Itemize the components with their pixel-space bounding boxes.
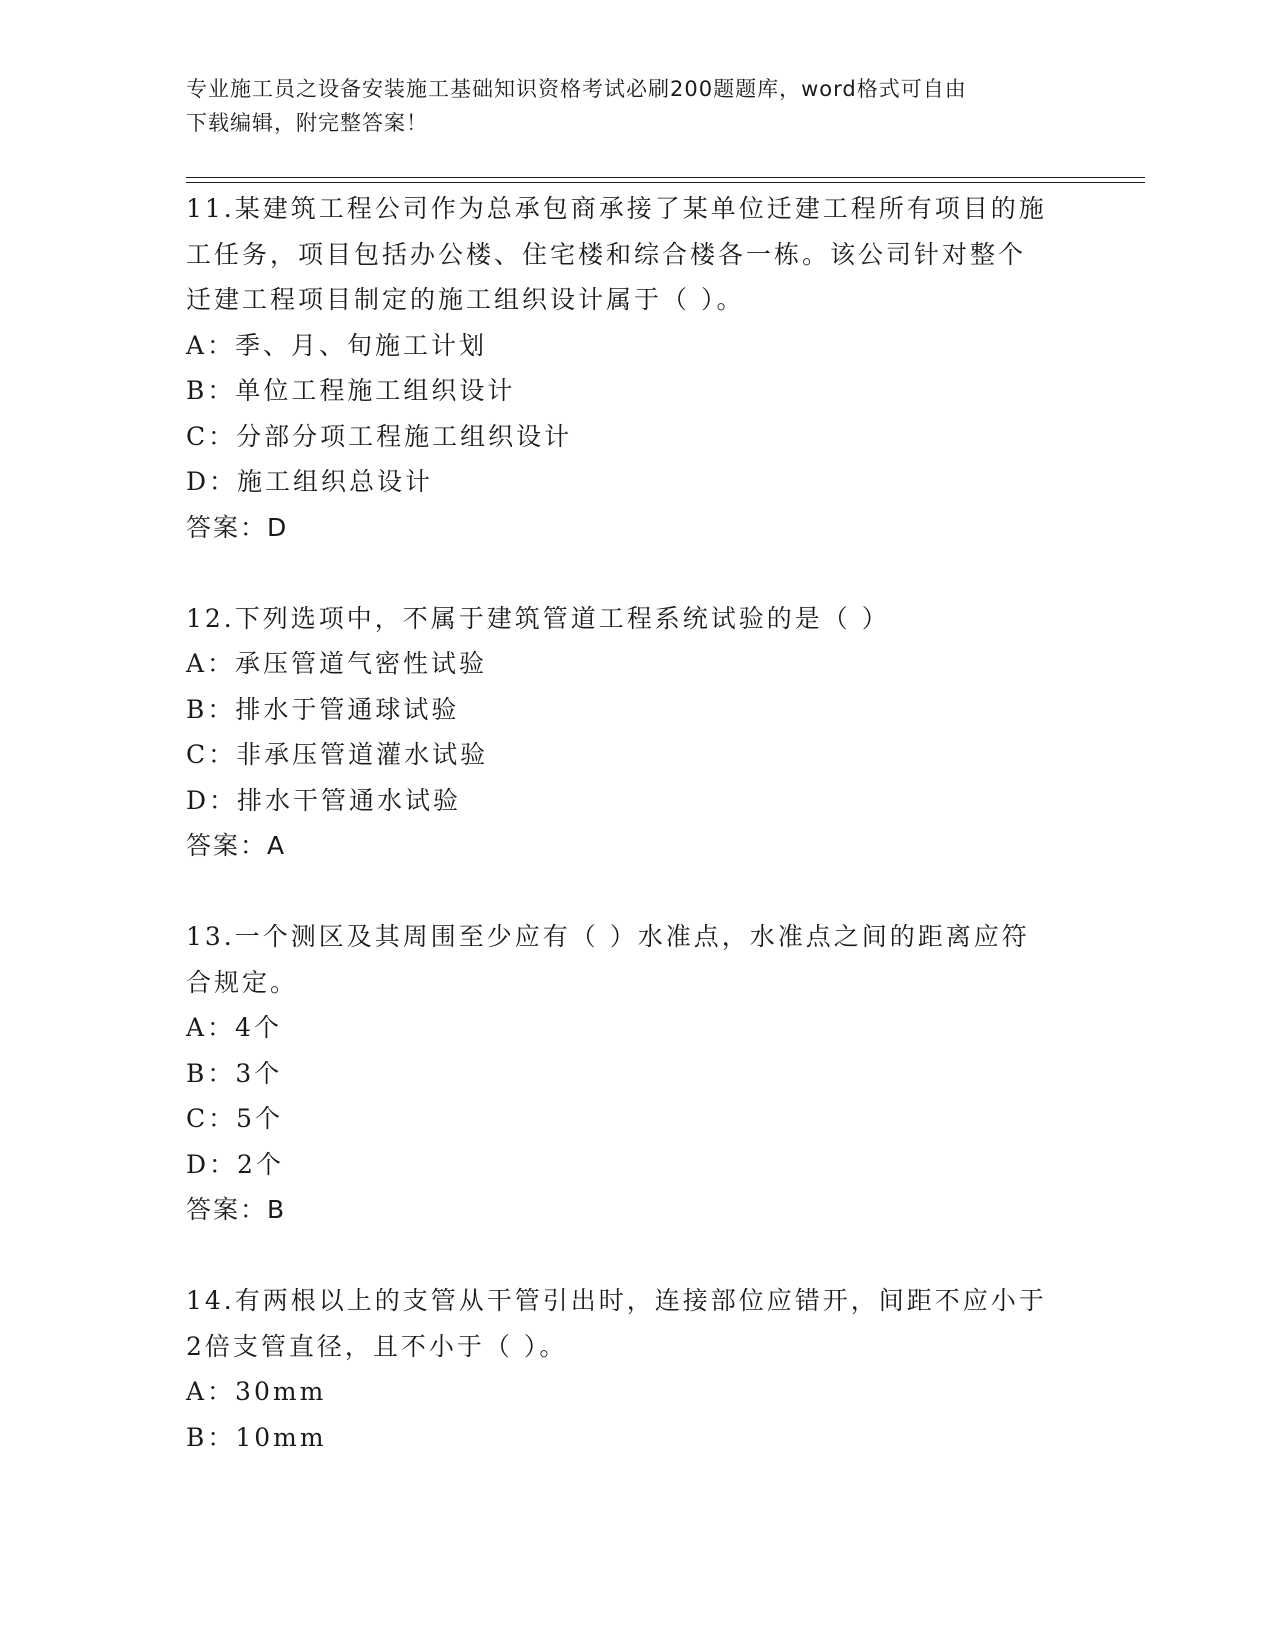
answer-line: 答案：A: [186, 831, 287, 860]
question-spacer: [186, 550, 1076, 596]
option-b: B：单位工程施工组织设计: [186, 376, 516, 405]
question-stem-line: 12.下列选项中，不属于建筑管道工程系统试验的是（ ）: [186, 603, 890, 633]
question-12: [186, 596, 1076, 869]
question-stem-line: 工任务，项目包括办公楼、住宅楼和综合楼各一栋。该公司针对整个: [186, 239, 1027, 269]
question-stem-line: 14.有两根以上的支管从干管引出时，连接部位应错开，间距不应小于: [186, 1286, 1047, 1315]
option-a: A：30mm: [186, 1377, 327, 1406]
option-d: D：排水干管通水试验: [186, 785, 462, 815]
question-list: [186, 186, 1076, 1460]
option-b: B：3个: [186, 1058, 283, 1088]
document-header: [186, 72, 1086, 140]
question-13: [186, 914, 1076, 1233]
option-a: A：承压管道气密性试验: [186, 649, 488, 678]
option-b: B：排水于管通球试验: [186, 694, 460, 724]
option-b: B：10mm: [186, 1422, 327, 1452]
question-stem-line: 2倍支管直径，且不小于（ ）。: [186, 1331, 568, 1361]
header-line-2: 下载编辑，附完整答案！: [186, 111, 428, 135]
answer-line: 答案：D: [186, 512, 289, 542]
question-stem-line: 迁建工程项目制定的施工组织设计属于（ ）。: [186, 285, 745, 314]
question-stem-line: 11.某建筑工程公司作为总承包商承接了某单位迁建工程所有项目的施: [186, 194, 1047, 223]
option-c: C：5个: [186, 1104, 284, 1133]
question-spacer: [186, 869, 1076, 915]
option-a: A：4个: [186, 1013, 282, 1042]
header-divider-top: [186, 177, 1145, 178]
question-stem-line: 合规定。: [186, 967, 299, 997]
question-14: [186, 1278, 1076, 1460]
question-spacer: [186, 1233, 1076, 1279]
header-divider-bottom: [186, 182, 1145, 183]
question-stem-line: 13.一个测区及其周围至少应有（ ）水准点，水准点之间的距离应符: [186, 922, 1030, 951]
answer-line: 答案：B: [186, 1195, 287, 1224]
option-c: C：分部分项工程施工组织设计: [186, 421, 573, 451]
option-c: C：非承压管道灌水试验: [186, 740, 489, 769]
header-line-1: 专业施工员之设备安装施工基础知识资格考试必刷200题题库，word格式可自由: [186, 77, 967, 101]
question-11: [186, 186, 1076, 550]
option-d: D：2个: [186, 1149, 284, 1179]
option-d: D：施工组织总设计: [186, 467, 434, 496]
option-a: A：季、月、旬施工计划: [186, 330, 488, 360]
